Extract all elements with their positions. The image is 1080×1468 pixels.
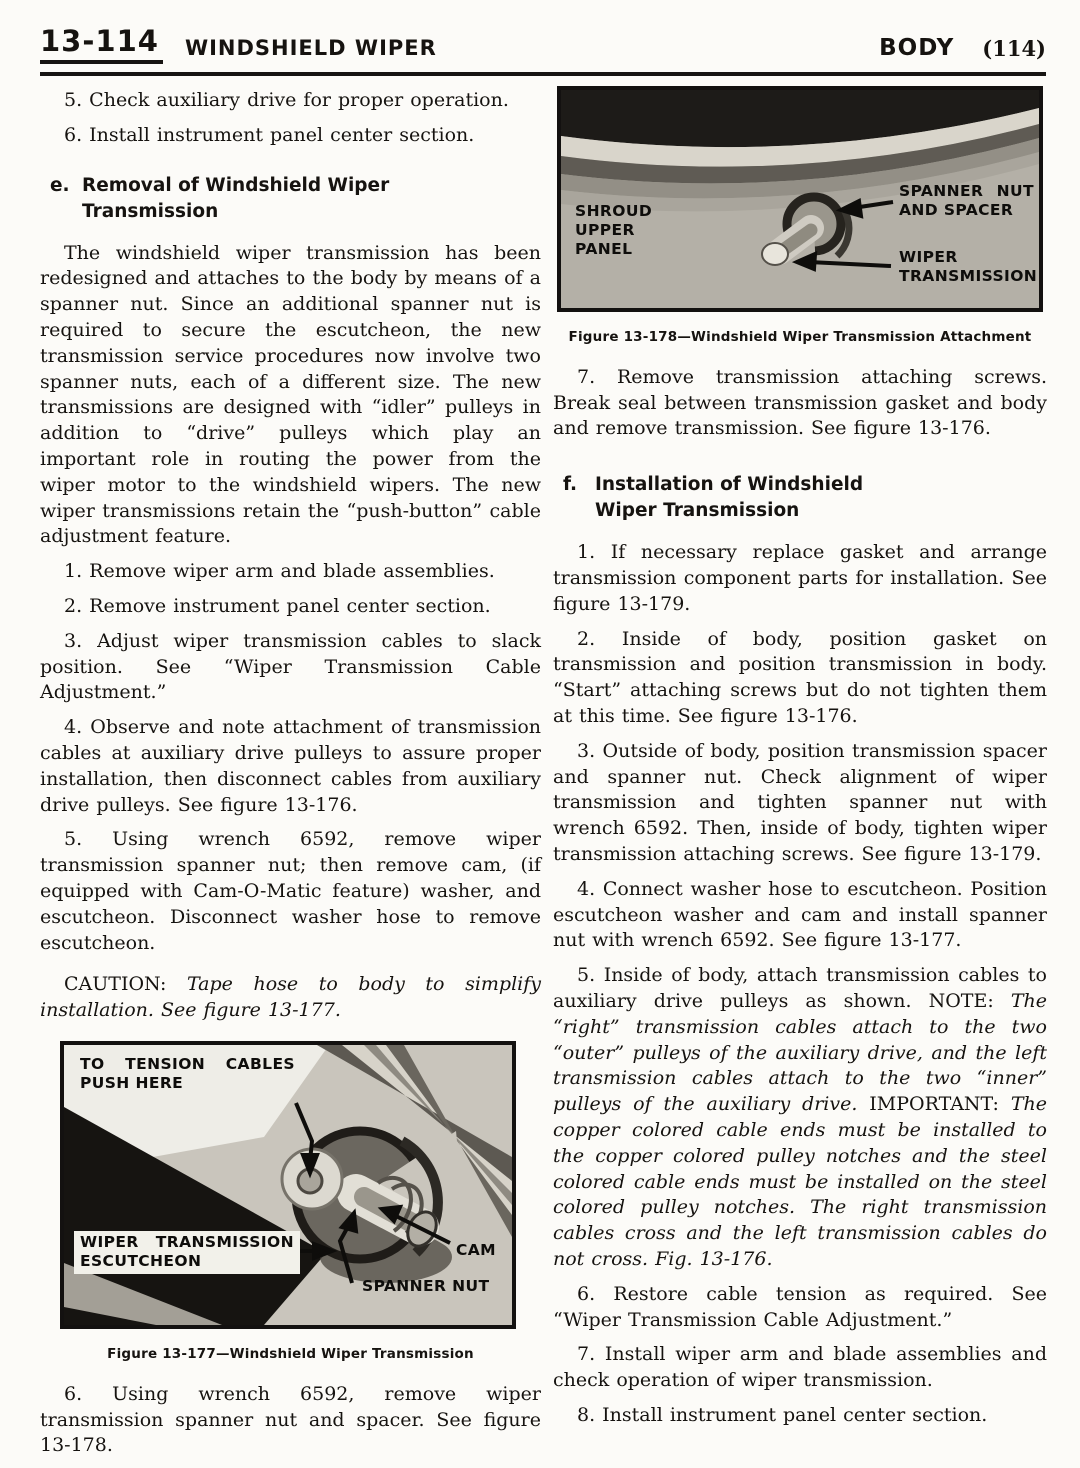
figure-178-label-spanner-nut-spacer: SPANNER NUT AND SPACER xyxy=(899,182,1034,219)
header-left xyxy=(40,24,437,64)
section-e-label: e. xyxy=(50,174,70,196)
figure-177-label-cam: CAM xyxy=(456,1240,496,1259)
caution-text: Tape hose to body to simplify installation. See figure 13-177. xyxy=(40,973,541,1022)
figure-177-label-spanner-nut: SPANNER NUT xyxy=(362,1276,490,1295)
figure-178-label-shroud-upper-panel: SHROUD UPPER PANEL xyxy=(575,202,653,258)
install-step-5-note-label: NOTE: xyxy=(928,989,994,1012)
figure-177-label-escutcheon: WIPER TRANSMISSION ESCUTCHEON xyxy=(74,1231,300,1274)
page-index: (114) xyxy=(982,36,1046,61)
page-number: 13-114 xyxy=(40,24,163,64)
install-step-5-important-label: IMPORTANT: xyxy=(869,1093,999,1116)
install-step-2: 2. Inside of body, position gasket on transmission and position transmission in body. “Start” attaching screws but do not tighten them at this time. See figure 13-176. xyxy=(553,627,1047,727)
install-step-5-important-text: The copper colored cable ends must be installed to the copper colored pulley notches and the steel colored cable ends must be installed on the steel colored pulley notches. The right transmission cables cross and the left transmission cables do not cross. Fig. 13-176. xyxy=(553,1093,1047,1270)
section-f-heading xyxy=(563,472,1047,524)
intro-paragraph: The windshield wiper transmission has been redesigned and attaches to the body by means of a spanner nut. Since an additional spanner nut is required to secure the escutcheon, the new transmission service procedures now involve two spanner nuts, each of a different size. The new transmissions are designed with “idler” pulleys in addition to “drive” pulleys which play an important role in routing the power from the wiper motor to the windshield wipers. The new wiper transmissions retain the “push-button” cable adjustment feature. xyxy=(40,241,541,548)
figure-178-label-wiper-transmission: WIPER TRANSMISSION xyxy=(899,248,1038,285)
section-f-title: Installation of Windshield Wiper Transmission xyxy=(595,474,864,522)
removal-step-1: 1. Remove wiper arm and blade assemblies. xyxy=(64,560,495,583)
section-title: WINDSHIELD WIPER xyxy=(184,36,437,60)
step-7-removal: 7. Remove transmission attaching screws. Break seal between transmission gasket and body and remove transmission. See figure 13-176. xyxy=(553,365,1047,440)
caution-paragraph xyxy=(40,972,541,1024)
step-6-removal: 6. Using wrench 6592, remove wiper transmission spanner nut and spacer. See figure 13-178. xyxy=(40,1382,541,1457)
removal-step-2: 2. Remove instrument panel center section. xyxy=(64,594,491,617)
figure-177-label-tension-cables: TO TENSION CABLES PUSH HERE xyxy=(80,1054,295,1092)
step-check-auxiliary-drive: 5. Check auxiliary drive for proper operation. xyxy=(64,89,509,111)
install-step-6: 6. Restore cable tension as required. See “Wiper Transmission Cable Adjustment.” xyxy=(553,1282,1047,1331)
figure-177 xyxy=(60,1041,516,1329)
column-left xyxy=(40,88,541,1468)
install-step-5-note-text: The “right” transmission cables attach to the two “outer” pulleys of the auxiliary drive, and the left transmission cables attach to the two “inner” pulleys of the auxiliary drive. xyxy=(553,989,1047,1116)
header-right xyxy=(879,35,1046,64)
install-step-7: 7. Install wiper arm and blade assemblies and check operation of wiper transmission. xyxy=(553,1343,1047,1392)
install-step-8: 8. Install instrument panel center section. xyxy=(577,1403,988,1426)
column-right xyxy=(553,84,1047,1438)
install-step-1: 1. If necessary replace gasket and arrange transmission component parts for installation. See figure 13-179. xyxy=(553,541,1047,615)
caution-label: CAUTION: xyxy=(64,973,167,996)
removal-step-3: 3. Adjust wiper transmission cables to slack position. See “Wiper Transmission Cable Adjustment.” xyxy=(40,629,541,704)
section-e-title: Removal of Windshield Wiper Transmission xyxy=(82,174,390,222)
install-step-4: 4. Connect washer hose to escutcheon. Position escutcheon washer and cam and install spanner nut with wrench 6592. See figure 13-177. xyxy=(553,877,1047,952)
figure-178 xyxy=(557,86,1043,312)
manual-title: BODY xyxy=(879,35,955,61)
section-e-heading xyxy=(50,173,541,225)
page-header xyxy=(40,24,1046,76)
install-step-5-intro: 5. Inside of body, attach transmission cables to auxiliary drive pulleys as shown. xyxy=(553,964,1047,1012)
install-step-3: 3. Outside of body, position transmission spacer and spanner nut. Check alignment of wiper transmission and tighten spanner nut with wrench 6592. Then, inside of body, tighten wiper transmission attaching screws. See figure 13-179. xyxy=(553,739,1047,865)
figure-177-caption: Figure 13-177—Windshield Wiper Transmission xyxy=(107,1345,474,1362)
install-step-5 xyxy=(553,963,1047,1273)
figure-178-caption: Figure 13-178—Windshield Wiper Transmission Attachment xyxy=(568,329,1032,345)
step-install-panel-top: 6. Install instrument panel center section. xyxy=(64,123,475,146)
removal-step-5: 5. Using wrench 6592, remove wiper transmission spanner nut; then remove cam, (if equipped with Cam-O-Matic feature) washer, and escutcheon. Disconnect washer hose to remove escutcheon. xyxy=(40,828,541,954)
removal-step-4: 4. Observe and note attachment of transmission cables at auxiliary drive pulleys to assure proper installation, then disconnect cables from auxiliary drive pulleys. See figure 13-176. xyxy=(40,716,541,816)
section-f-label: f. xyxy=(563,474,578,496)
